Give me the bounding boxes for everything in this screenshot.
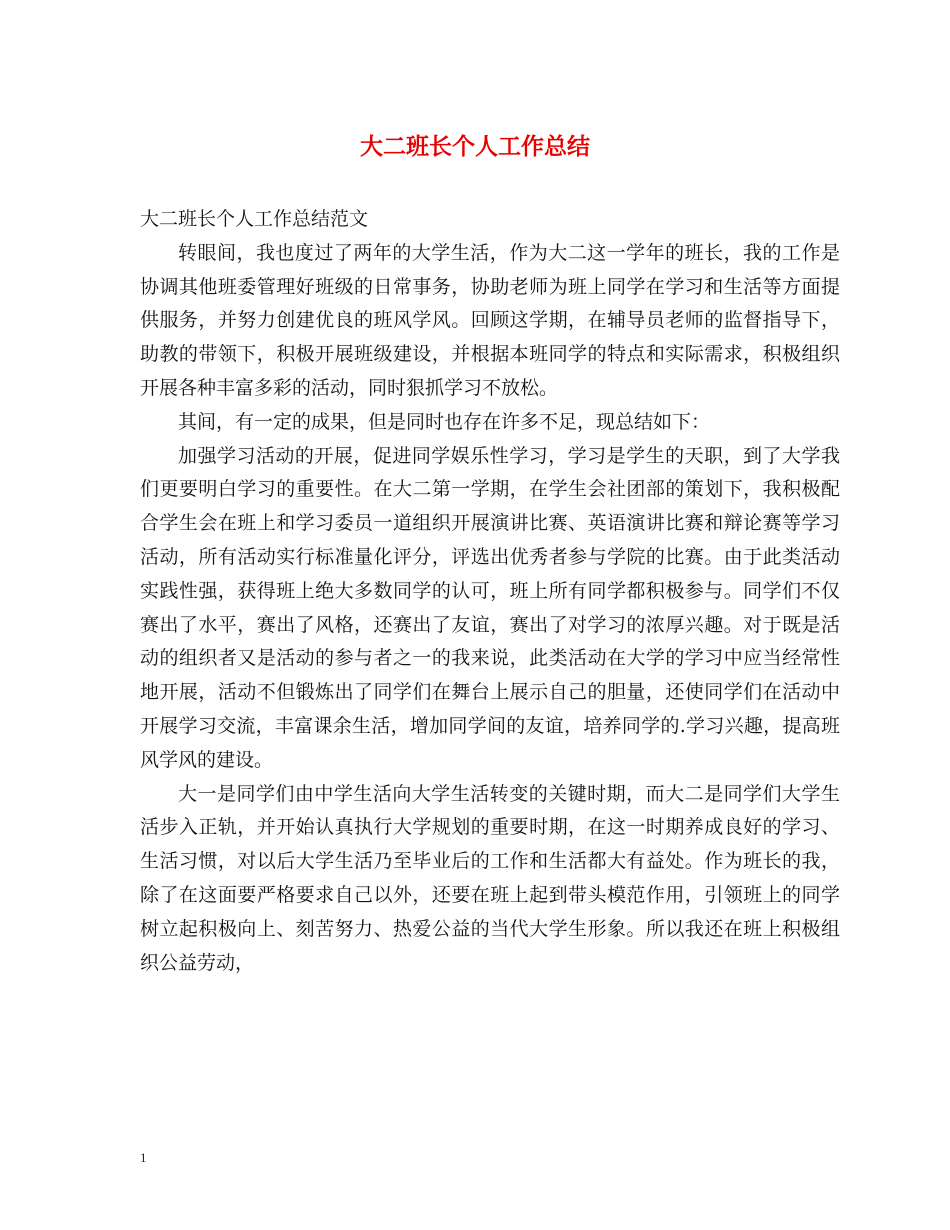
paragraph-4: 大一是同学们由中学生活向大学生活转变的关键时期，而大二是同学们大学生活步入正轨，并开始认真执行大学规划的重要时期，在这一时期养成良好的学习、生活习惯，对以后大学生活乃至毕业后的工作和生活都大有益处。作为班长的我，除了在这面要严格要求自己以外，还要在班上起到带头模范作用，引领班上的同学树立起积极向上、刻苦努力、热爱公益的当代大学生形象。所以我还在班上积极组织公益劳动，	[140, 782, 840, 974]
paragraph-1: 转眼间，我也度过了两年的大学生活，作为大二这一学年的班长，我的工作是协调其他班委管理好班级的日常事务，协助老师为班上同学在学习和生活等方面提供服务，并努力创建优良的班风学风。回顾这学期，在辅导员老师的监督指导下，助教的带领下，积极开展班级建设，并根据本班同学的特点和实际需求，积极组织开展各种丰富多彩的活动，同时狠抓学习不放松。	[140, 241, 840, 399]
document-title: 大二班长个人工作总结	[360, 133, 590, 160]
page-number: 1	[140, 1150, 147, 1165]
paragraph-2: 其间，有一定的成果，但是同时也存在许多不足，现总结如下：	[178, 410, 711, 433]
document-body	[140, 203, 840, 980]
document-subtitle: 大二班长个人工作总结范文	[140, 208, 369, 230]
paragraph-3: 加强学习活动的开展，促进同学娱乐性学习，学习是学生的天职，到了大学我们更要明白学习的重要性。在大二第一学期，在学生会社团部的策划下，我积极配合学生会在班上和学习委员一道组织开展演讲比赛、英语演讲比赛和辩论赛等学习活动，所有活动实行标准量化评分，评选出优秀者参与学院的比赛。由于此类活动实践性强，获得班上绝大多数同学的认可，班上所有同学都积极参与。同学们不仅赛出了水平，赛出了风格，还赛出了友谊，赛出了对学习的浓厚兴趣。对于既是活动的组织者又是活动的参与者之一的我来说，此类活动在大学的学习中应当经常性地开展，活动不但锻炼出了同学们在舞台上展示自己的胆量，还使同学们在活动中开展学习交流，丰富课余生活，增加同学间的友谊，培养同学的.学习兴趣，提高班风学风的建设。	[140, 444, 840, 771]
